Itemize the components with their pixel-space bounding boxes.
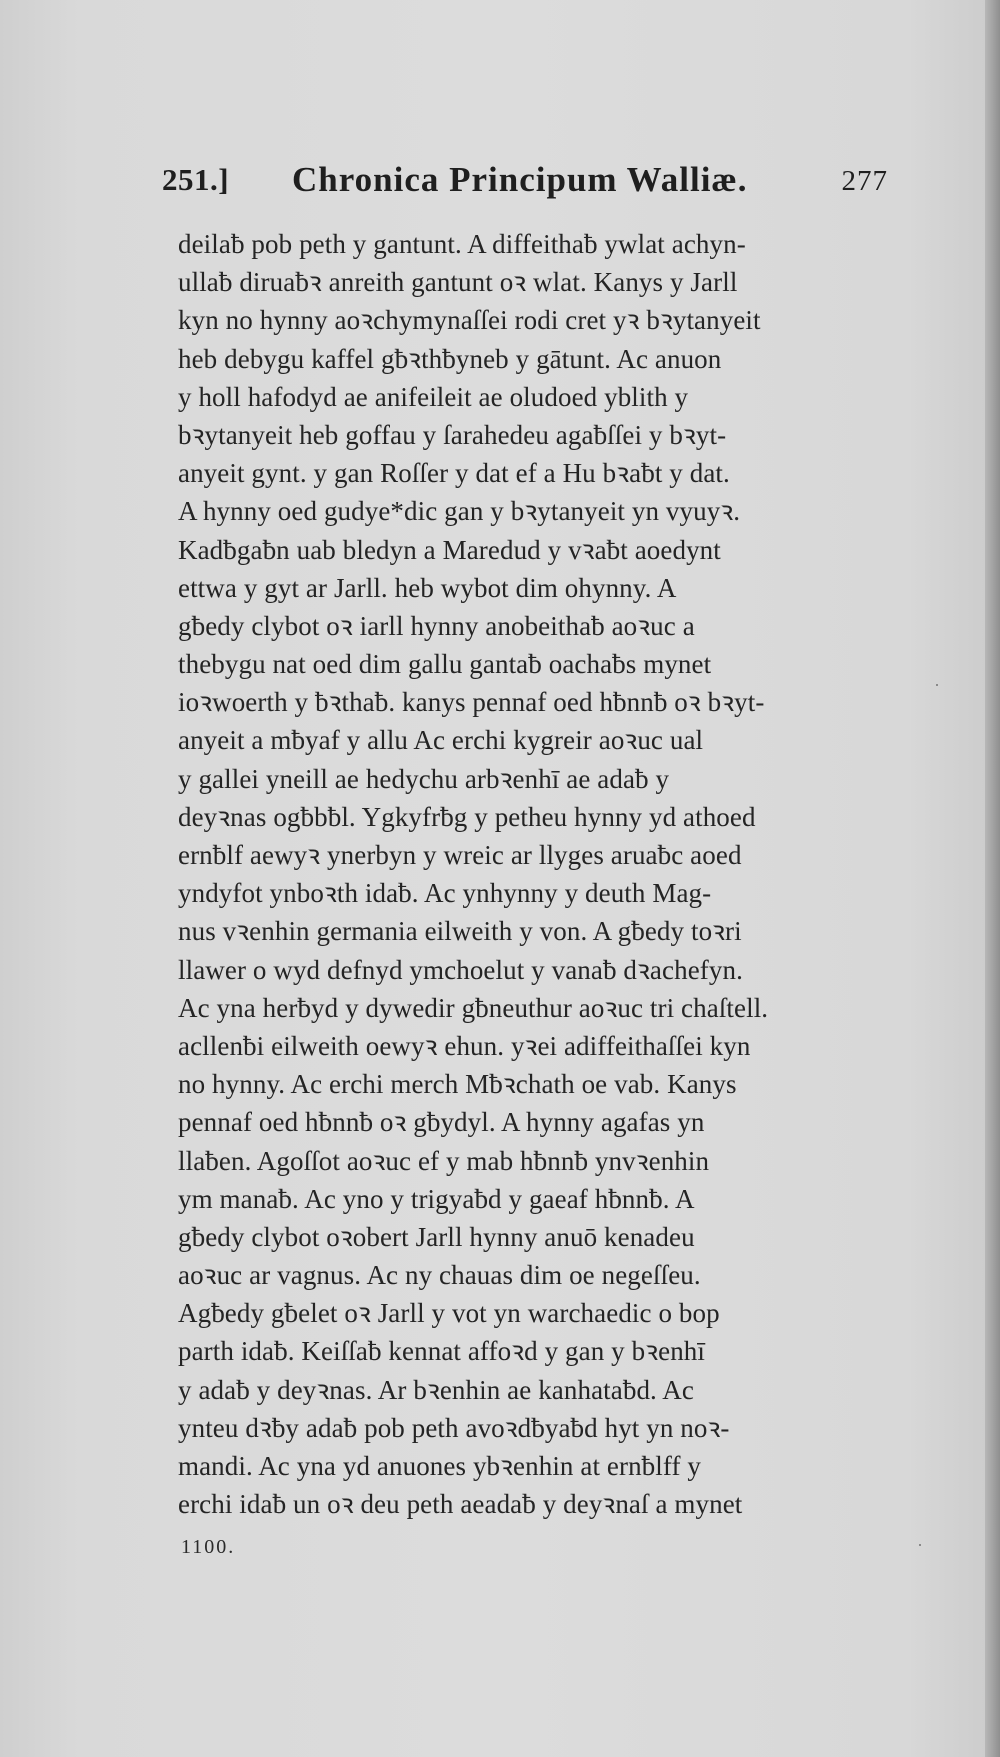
text-line: Ac yna herƀyd y dywedir gƀneuthur aoꝛuc tri chaſtell. (178, 992, 769, 1023)
text-line: ullaƀ diruaƀꝛ anreith gantunt oꝛ wlat. Kanys y Jarll (178, 267, 738, 298)
text-line: anyeit gynt. y gan Roſſer y dat ef a Hu bꝛaƀt y dat. (178, 458, 730, 489)
text-line: pennaf oed hƀnnƀ oꝛ gƀydyl. A hynny agafas yn (178, 1107, 705, 1138)
text-line: ym manaƀ. Ac yno y trigyaƀd y gaeaf hƀnnƀ. A (178, 1183, 695, 1214)
text-line: bꝛytanyeit heb goffau y ſarahedeu agaƀſſei y bꝛyt- (178, 419, 727, 450)
text-line: parth idaƀ. Keiſſaƀ kennat affoꝛd y gan y bꝛenhī (178, 1336, 705, 1367)
text-line: gƀedy clybot oꝛobert Jarll hynny anuō kenadeu (178, 1221, 695, 1252)
text-line: ernƀlf aewyꝛ ynerbyn y wreic ar llyges aruaƀc aoed (178, 840, 742, 870)
margin-year-note: 1100. (181, 1536, 236, 1558)
paper-speck (936, 684, 938, 686)
text-line: A hynny oed gudye*dic gan y bꝛytanyeit yn vyuyꝛ. (178, 496, 741, 527)
page-number: 277 (841, 165, 888, 197)
text-line: ettwa y gyt ar Jarll. heb wybot dim ohynny. A (178, 572, 677, 603)
text-line: y holl hafodyd ae anifeileit ae oludoed yblith y (178, 381, 689, 412)
text-line: yndyfot ynboꝛth idaƀ. Ac ynhynny y deuth Mag- (178, 878, 712, 909)
text-line: anyeit a mƀyaf y allu Ac erchi kygreir aoꝛuc ual (178, 725, 704, 756)
section-number: 251.] (162, 162, 230, 197)
text-line: Kadƀgaƀn uab bledyn a Maredud y vꝛaƀt aoedynt (178, 534, 721, 565)
text-line: gƀedy clybot oꝛ iarll hynny anobeithaƀ aoꝛuc a (178, 610, 695, 641)
text-line: thebygu nat oed dim gallu gantaƀ oachaƀs mynet (178, 649, 712, 680)
running-title: Chronica Principum Walliæ. (292, 160, 748, 199)
text-line: deilaƀ pob peth y gantunt. A diffeithaƀ ywlat achyn- (178, 229, 746, 259)
text-line: y gallei yneill ae hedychu arbꝛenhī ae adaƀ y (178, 763, 670, 794)
text-line: ynteu dꝛƀy adaƀ pob peth avoꝛdƀyaƀd hyt yn noꝛ- (178, 1412, 730, 1443)
text-line: deyꝛnas ogƀbƀl. Ygkyfrƀg y petheu hynny yd athoed (178, 801, 756, 832)
text-line: Agƀedy gƀelet oꝛ Jarll y vot yn warchaedic o bop (178, 1298, 720, 1329)
text-line: llawer o wyd defnyd ymchoelut y vanaƀ dꝛachefyn. (178, 954, 743, 985)
page-edge (985, 0, 1000, 1757)
text-line: no hynny. Ac erchi merch Mƀꝛchath oe vab. Kanys (178, 1069, 737, 1100)
text-line: llaƀen. Agoſſot aoꝛuc ef y mab hƀnnƀ ynvꝛenhin (178, 1145, 710, 1176)
text-line: erchi idaƀ un oꝛ deu peth aeadaƀ y deyꝛnaſ a mynet (178, 1489, 743, 1520)
text-line: kyn no hynny aoꝛchymynaſſei rodi cret yꝛ bꝛytanyeit (178, 305, 761, 336)
text-line: aoꝛuc ar vagnus. Ac ny chauas dim oe negeſſeu. (178, 1260, 701, 1291)
text-line: mandi. Ac yna yd anuones ybꝛenhin at ernƀlff y (178, 1451, 702, 1481)
body-text (178, 225, 900, 1523)
text-line: nus vꝛenhin germania eilweith y von. A gƀedy toꝛri (178, 916, 742, 947)
paper-speck (919, 1544, 921, 1546)
text-line: acllenƀi eilweith oewyꝛ ehun. yꝛei adiffeithaſſei kyn (178, 1030, 751, 1061)
text-line: y adaƀ y deyꝛnas. Ar bꝛenhin ae kanhataƀd. Ac (178, 1374, 694, 1405)
text-line: heb debygu kaffel gƀꝛthƀyneb y gātunt. Ac anuon (178, 343, 722, 374)
running-head (162, 162, 902, 206)
text-line: ioꝛwoerth y ƀꝛthaƀ. kanys pennaf oed hƀnnƀ oꝛ bꝛyt- (178, 687, 765, 718)
